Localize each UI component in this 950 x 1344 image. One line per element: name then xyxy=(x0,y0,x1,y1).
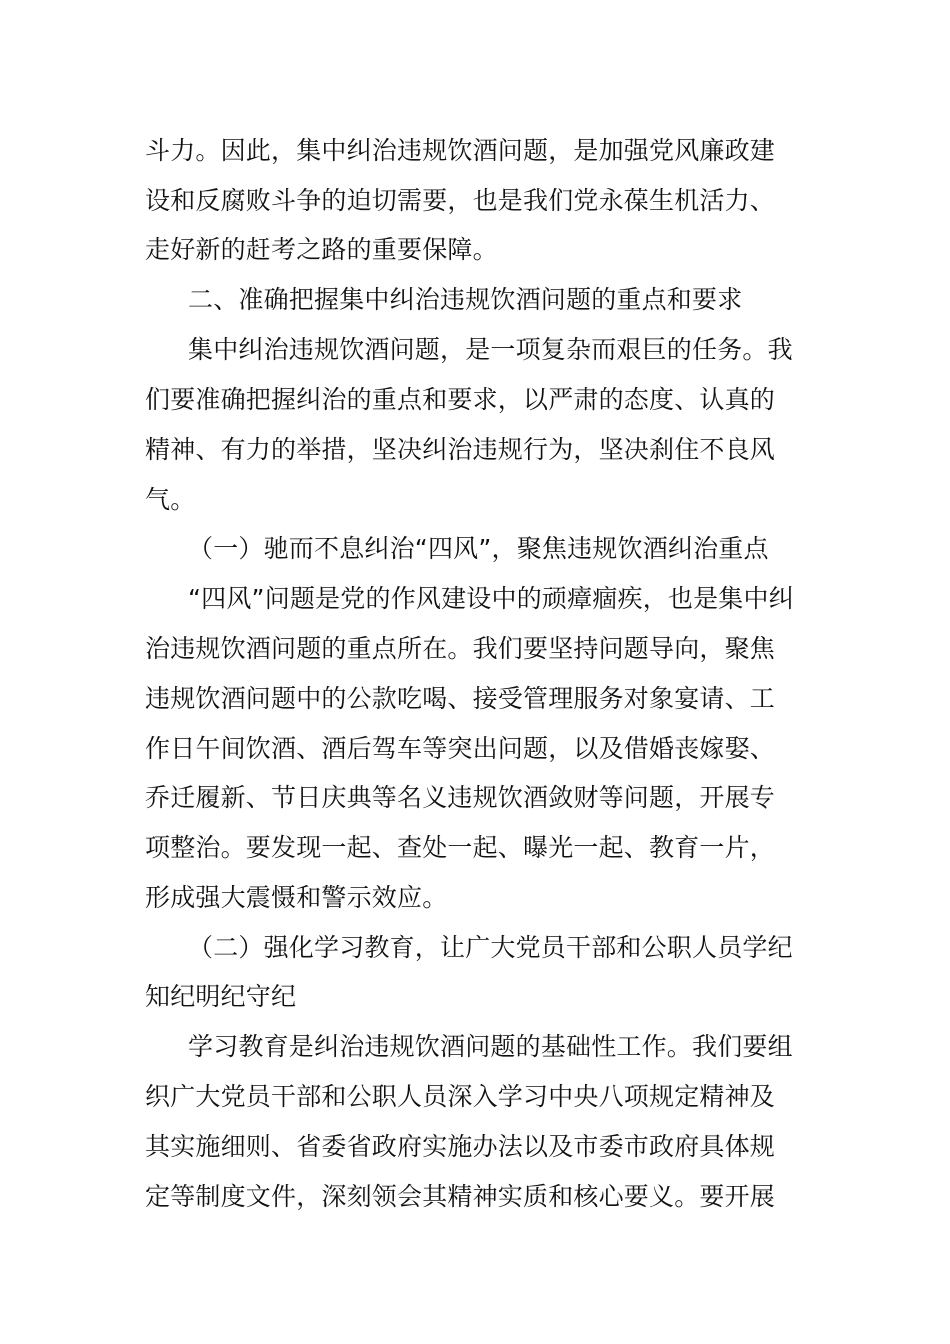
text-line: 项整治。要发现一起、查处一起、曝光一起、教育一片， xyxy=(145,833,776,862)
text-line: 乔迁履新、节日庆典等名义违规饮酒敛财等问题，开展专 xyxy=(145,783,776,812)
subsection-heading: （一）驰而不息纠治“四风”，聚焦违规饮酒纠治重点 xyxy=(188,534,769,563)
text-line: 集中纠治违规饮酒问题，是一项复杂而艰巨的任务。我 xyxy=(188,335,793,364)
text-line: 斗力。因此，集中纠治违规饮酒问题，是加强党风廉政建 xyxy=(145,136,776,165)
text-line: 治违规饮酒问题的重点所在。我们要坚持问题导向，聚焦 xyxy=(145,634,776,663)
subsection-heading: （二）强化学习教育，让广大党员干部和公职人员学纪 xyxy=(188,933,793,962)
text-line: 违规饮酒问题中的公款吃喝、接受管理服务对象宴请、工 xyxy=(145,684,776,713)
text-line: 们要准确把握纠治的重点和要求，以严肃的态度、认真的 xyxy=(145,385,776,414)
section-heading: 二、准确把握集中纠治违规饮酒问题的重点和要求 xyxy=(188,285,743,314)
text-line: 织广大党员干部和公职人员深入学习中央八项规定精神及 xyxy=(145,1082,776,1111)
text-line: 形成强大震慑和警示效应。 xyxy=(145,883,448,912)
text-line: 走好新的赶考之路的重要保障。 xyxy=(145,235,498,264)
text-line: 设和反腐败斗争的迫切需要，也是我们党永葆生机活力、 xyxy=(145,186,776,215)
text-line: 作日午间饮酒、酒后驾车等突出问题，以及借婚丧嫁娶、 xyxy=(145,734,776,763)
subsection-heading-continued: 知纪明纪守纪 xyxy=(145,982,297,1011)
text-line: 精神、有力的举措，坚决纠治违规行为，坚决刹住不良风 xyxy=(145,435,776,464)
text-line: 定等制度文件，深刻领会其精神实质和核心要义。要开展 xyxy=(145,1182,776,1211)
text-line: 气。 xyxy=(145,485,196,514)
text-line: 学习教育是纠治违规饮酒问题的基础性工作。我们要组 xyxy=(188,1032,793,1061)
text-line: 其实施细则、省委省政府实施办法以及市委市政府具体规 xyxy=(145,1132,776,1161)
text-line: “四风”问题是党的作风建设中的顽瘴痼疾，也是集中纠 xyxy=(188,584,794,613)
